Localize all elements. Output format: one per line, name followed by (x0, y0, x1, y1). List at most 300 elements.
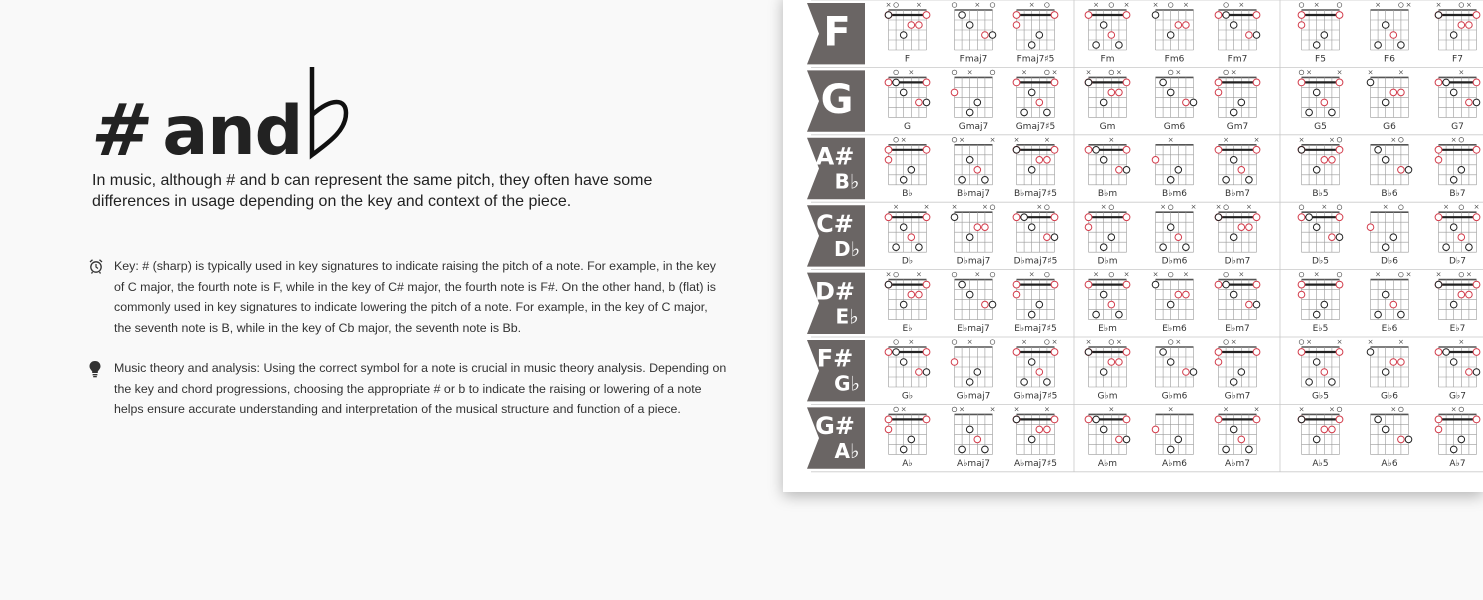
muted-string-mark: × (1435, 270, 1442, 279)
finger-dot (1044, 109, 1051, 116)
barre-root-dot (1298, 281, 1305, 288)
finger-dot (1223, 281, 1230, 288)
finger-dot (1215, 214, 1222, 221)
finger-dot (1167, 32, 1174, 39)
open-string-mark (1299, 340, 1304, 345)
barre-end-dot (1123, 79, 1130, 86)
key-sharp-name: C# (816, 209, 854, 238)
finger-dot (1021, 109, 1028, 116)
finger-dot (1013, 416, 1020, 423)
finger-dot (1466, 244, 1473, 251)
intro-paragraph: In music, although # and b can represent the same pitch, they often have some differences in usage depending on the key and context of the piece. (92, 172, 653, 210)
alarm-clock-icon (88, 256, 114, 339)
barre-end-dot (1473, 416, 1480, 423)
finger-dot (1450, 89, 1457, 96)
chord-name: D♭6 (1381, 256, 1398, 267)
muted-string-mark: × (966, 68, 973, 77)
key-tab (807, 407, 865, 468)
chord-name: G♭6 (1381, 391, 1398, 402)
muted-string-mark: × (1321, 203, 1328, 212)
muted-string-mark: × (908, 68, 915, 77)
finger-dot (900, 32, 907, 39)
finger-dot (982, 446, 989, 453)
finger-dot (1313, 436, 1320, 443)
muted-string-mark: × (1306, 338, 1313, 346)
barre-end-dot (923, 214, 930, 221)
barre-end-dot (1336, 214, 1343, 221)
finger-dot (1306, 214, 1313, 221)
barre-root-dot (1215, 281, 1222, 288)
finger-dot (1382, 99, 1389, 106)
open-string-mark (1224, 340, 1229, 345)
chord-name: Gmaj7 (958, 121, 989, 132)
chord-diagram (1013, 271, 1058, 334)
chord-diagram (1298, 136, 1343, 199)
finger-dot (1466, 291, 1473, 298)
muted-string-mark: × (1223, 135, 1230, 144)
finger-dot (1450, 177, 1457, 184)
chord-diagram (952, 136, 995, 199)
barre-end-dot (1123, 281, 1130, 288)
open-string-mark (1299, 205, 1304, 210)
finger-dot (1021, 214, 1028, 221)
muted-string-mark: × (1182, 270, 1189, 279)
finger-dot (1375, 416, 1382, 423)
finger-dot (1044, 379, 1051, 386)
chord-diagram (1435, 1, 1480, 64)
finger-dot (1036, 32, 1043, 39)
muted-string-mark: × (1115, 68, 1122, 77)
barre-end-dot (1051, 281, 1058, 288)
key-flat-name: G♭ (834, 371, 860, 396)
finger-dot (989, 301, 996, 308)
muted-string-mark: × (1230, 338, 1237, 346)
bullet-key (88, 256, 728, 339)
finger-dot (1100, 426, 1107, 433)
finger-dot (1116, 42, 1123, 49)
finger-dot (1028, 436, 1035, 443)
barre-end-dot (1051, 214, 1058, 221)
flat-symbol-icon (306, 65, 350, 166)
muted-string-mark: × (1093, 1, 1100, 9)
muted-string-mark: × (1390, 135, 1397, 144)
open-string-mark (1337, 407, 1342, 412)
finger-dot (1116, 89, 1123, 96)
muted-string-mark: × (1435, 1, 1442, 9)
chord-diagram (952, 271, 996, 334)
open-string-mark (894, 138, 899, 143)
chord-diagram (1435, 271, 1480, 334)
muted-string-mark: × (885, 1, 892, 9)
finger-dot (1329, 234, 1336, 241)
key-flat-name: E♭ (835, 304, 859, 329)
chord-name: B♭m6 (1162, 189, 1187, 200)
muted-string-mark: × (1238, 270, 1245, 279)
chord-name: Gm7 (1226, 121, 1249, 132)
finger-dot (1230, 426, 1237, 433)
finger-dot (1382, 244, 1389, 251)
finger-dot (1167, 446, 1174, 453)
barre-end-dot (1253, 79, 1260, 86)
muted-string-mark: × (908, 338, 915, 346)
chord-diagram (1085, 68, 1130, 131)
finger-dot (1160, 79, 1167, 86)
finger-dot (1253, 32, 1260, 39)
barre-root-dot (1298, 12, 1305, 19)
chord-diagram (1085, 338, 1130, 401)
open-string-mark (1224, 205, 1229, 210)
barre-root-dot (1435, 416, 1442, 423)
finger-dot (1238, 99, 1245, 106)
chord-diagram (885, 338, 930, 401)
finger-dot (1329, 157, 1336, 164)
chord-diagram (1013, 203, 1058, 266)
muted-string-mark: × (1123, 1, 1130, 9)
finger-dot (1116, 359, 1123, 366)
open-string-mark (1045, 3, 1050, 8)
barre-end-dot (1253, 281, 1260, 288)
finger-dot (1435, 12, 1442, 19)
chord-diagram (1156, 338, 1197, 401)
chord-name: E♭5 (1312, 324, 1329, 334)
barre-end-dot (1123, 416, 1130, 423)
barre-end-dot (1051, 416, 1058, 423)
open-string-mark (1459, 205, 1464, 210)
muted-string-mark: × (1465, 1, 1472, 9)
muted-string-mark: × (1473, 203, 1480, 212)
chord-diagram (1435, 136, 1480, 199)
chord-name: Fmaj7 (959, 54, 988, 65)
open-string-mark (894, 340, 899, 345)
key-name: F (823, 9, 851, 56)
open-string-mark (1109, 340, 1114, 345)
chord-diagram (1152, 271, 1193, 334)
finger-dot (900, 224, 907, 231)
muted-string-mark: × (1028, 1, 1035, 9)
muted-string-mark: × (974, 1, 981, 9)
finger-dot (966, 157, 973, 164)
chord-name: G5 (1314, 121, 1327, 132)
open-string-mark (1168, 205, 1173, 210)
barre-end-dot (1336, 349, 1343, 356)
chord-name: G♭5 (1312, 391, 1329, 402)
finger-dot (1321, 157, 1328, 164)
finger-dot (959, 12, 966, 19)
barre-end-dot (1253, 146, 1260, 153)
finger-dot (1230, 109, 1237, 116)
chord-diagram (1215, 203, 1260, 266)
chord-diagram (1371, 271, 1412, 334)
chord-diagram (1435, 68, 1480, 131)
finger-dot (1329, 379, 1336, 386)
barre-root-dot (1215, 146, 1222, 153)
muted-string-mark: × (1382, 203, 1389, 212)
chord-name: G♭m6 (1161, 391, 1188, 402)
finger-dot (1036, 99, 1043, 106)
muted-string-mark: × (900, 135, 907, 144)
finger-dot (1215, 89, 1222, 96)
page-title (87, 56, 350, 172)
open-string-mark (1399, 272, 1404, 277)
barre-root-dot (885, 146, 892, 153)
barre-end-dot (1253, 349, 1260, 356)
finger-dot (1085, 79, 1092, 86)
chord-name: G♭maj7♯5 (1013, 391, 1058, 402)
chord-name: B♭m (1097, 189, 1118, 200)
chord-diagram (1298, 68, 1343, 131)
muted-string-mark: × (1313, 270, 1320, 279)
finger-dot (1230, 22, 1237, 29)
open-string-mark (952, 272, 957, 277)
chord-diagram (952, 1, 996, 64)
barre-end-dot (1473, 12, 1480, 19)
barre-end-dot (1336, 281, 1343, 288)
key-sharp-name: G# (815, 412, 855, 441)
barre-end-dot (1123, 12, 1130, 19)
open-string-mark (1109, 3, 1114, 8)
open-string-mark (1168, 3, 1173, 8)
chord-diagram (1085, 136, 1130, 199)
finger-dot (1108, 234, 1115, 241)
muted-string-mark: × (1043, 135, 1050, 144)
finger-dot (1223, 12, 1230, 19)
chord-name: B♭m7 (1225, 189, 1250, 200)
chord-name: A♭m7 (1225, 458, 1250, 469)
muted-string-mark: × (1443, 203, 1450, 212)
finger-dot (1390, 301, 1397, 308)
finger-dot (1367, 349, 1374, 356)
finger-dot (1313, 224, 1320, 231)
muted-string-mark: × (1328, 405, 1335, 414)
chord-name: F5 (1315, 54, 1326, 65)
finger-dot (1051, 234, 1058, 241)
finger-dot (1167, 301, 1174, 308)
finger-dot (1085, 349, 1092, 356)
barre-end-dot (1051, 12, 1058, 19)
finger-dot (1321, 32, 1328, 39)
finger-dot (1306, 379, 1313, 386)
finger-dot (1450, 224, 1457, 231)
barre-end-dot (1473, 349, 1480, 356)
barre-end-dot (1051, 79, 1058, 86)
open-string-mark (990, 205, 995, 210)
muted-string-mark: × (1085, 68, 1092, 77)
finger-dot (1044, 157, 1051, 164)
barre-root-dot (1085, 214, 1092, 221)
muted-string-mark: × (1458, 338, 1465, 346)
finger-dot (1167, 177, 1174, 184)
barre-root-dot (1435, 79, 1442, 86)
finger-dot (1313, 89, 1320, 96)
key-flat-name: A♭ (834, 439, 860, 464)
muted-string-mark: × (1167, 135, 1174, 144)
finger-dot (893, 244, 900, 251)
open-string-mark (1337, 205, 1342, 210)
open-string-mark (1045, 70, 1050, 75)
finger-dot (1246, 224, 1253, 231)
finger-dot (1473, 99, 1480, 106)
finger-dot (1458, 436, 1465, 443)
finger-dot (1238, 224, 1245, 231)
chord-name: A♭maj7 (957, 458, 990, 469)
chord-name: Fmaj7♯5 (1016, 54, 1055, 65)
chord-diagram (1152, 405, 1193, 468)
muted-string-mark: × (1051, 338, 1058, 346)
finger-dot (1036, 301, 1043, 308)
muted-string-mark: × (1223, 405, 1230, 414)
chord-name: A♭maj7♯5 (1014, 458, 1057, 469)
muted-string-mark: × (1405, 270, 1412, 279)
chord-diagram (885, 136, 930, 199)
muted-string-mark: × (1245, 203, 1252, 212)
chord-chart-svg (783, 0, 1483, 492)
chord-name: B♭6 (1381, 189, 1398, 200)
muted-string-mark: × (1190, 203, 1197, 212)
finger-dot (974, 436, 981, 443)
chord-diagram (885, 1, 930, 64)
finger-dot (1298, 147, 1305, 154)
finger-dot (1190, 99, 1197, 106)
finger-dot (916, 244, 923, 251)
open-string-mark (894, 70, 899, 75)
finger-dot (1375, 147, 1382, 154)
chord-diagram (1298, 405, 1343, 468)
finger-dot (1321, 426, 1328, 433)
chord-name: F6 (1384, 54, 1395, 65)
finger-dot (1160, 244, 1167, 251)
key-tab (807, 340, 865, 401)
muted-string-mark: × (1175, 68, 1182, 77)
barre-end-dot (1473, 281, 1480, 288)
chord-name: Fm (1100, 54, 1115, 65)
finger-dot (1450, 359, 1457, 366)
finger-dot (1398, 167, 1405, 174)
finger-dot (1473, 369, 1480, 376)
open-string-mark (952, 70, 957, 75)
chord-name: G♭ (901, 391, 914, 402)
chord-diagram (1367, 338, 1408, 401)
open-string-mark (1224, 272, 1229, 277)
chord-diagram (1085, 1, 1130, 64)
chord-name: A♭6 (1381, 458, 1398, 469)
key-name: G (820, 77, 854, 124)
finger-dot (951, 359, 958, 366)
chord-diagram (1435, 203, 1480, 266)
finger-dot (982, 32, 989, 39)
muted-string-mark: × (1051, 68, 1058, 77)
bullet-theory-text: Music theory and analysis: Using the correct symbol for a note is crucial in music theory analysis. Depending on the key and chord progressions, choosing the appropriate # or b to indicate the raising or lowering of a note helps ensure accurate understanding and interpretation of the musical structure and function of a piece. (114, 361, 727, 417)
key-sharp-name: D# (814, 277, 856, 306)
open-string-mark (1399, 407, 1404, 412)
barre-end-dot (1336, 79, 1343, 86)
finger-dot (1398, 42, 1405, 49)
chord-name: D♭m7 (1224, 256, 1251, 267)
finger-dot (1390, 89, 1397, 96)
open-string-mark (1045, 205, 1050, 210)
finger-dot (1306, 109, 1313, 116)
chord-name: D♭maj7♯5 (1013, 256, 1058, 267)
finger-dot (1450, 32, 1457, 39)
muted-string-mark: × (974, 270, 981, 279)
finger-dot (1382, 291, 1389, 298)
finger-dot (1100, 291, 1107, 298)
title-sharp-symbol: # (87, 88, 157, 172)
barre-root-dot (885, 416, 892, 423)
chord-name: G♭7 (1449, 391, 1466, 402)
muted-string-mark: × (1021, 68, 1028, 77)
finger-dot (1298, 22, 1305, 29)
open-string-mark (1168, 272, 1173, 277)
finger-dot (1398, 436, 1405, 443)
finger-dot (923, 99, 930, 106)
muted-string-mark: × (1405, 1, 1412, 9)
finger-dot (966, 426, 973, 433)
chord-diagram (1215, 1, 1260, 64)
open-string-mark (952, 138, 957, 143)
open-string-mark (1399, 205, 1404, 210)
finger-dot (1116, 311, 1123, 318)
open-string-mark (1168, 340, 1173, 345)
open-string-mark (1337, 3, 1342, 8)
finger-dot (1175, 167, 1182, 174)
open-string-mark (1399, 138, 1404, 143)
chord-diagram (1367, 203, 1408, 266)
finger-dot (1175, 291, 1182, 298)
muted-string-mark: × (1450, 405, 1457, 414)
barre-end-dot (923, 281, 930, 288)
chord-name: D♭ (901, 256, 914, 267)
finger-dot (1458, 291, 1465, 298)
open-string-mark (1109, 205, 1114, 210)
chord-name: A♭5 (1312, 458, 1329, 469)
finger-dot (900, 359, 907, 366)
barre-end-dot (1253, 214, 1260, 221)
barre-end-dot (923, 12, 930, 19)
finger-dot (1093, 311, 1100, 318)
barre-end-dot (1473, 79, 1480, 86)
chord-diagram (952, 405, 995, 468)
chord-diagram (1013, 405, 1058, 468)
chord-name: E♭ (902, 324, 913, 334)
finger-dot (1398, 359, 1405, 366)
chord-name: Fm7 (1227, 54, 1248, 65)
finger-dot (1044, 234, 1051, 241)
finger-dot (1382, 426, 1389, 433)
barre-root-dot (1215, 79, 1222, 86)
chord-name: Gm (1099, 121, 1116, 132)
chord-diagram (1298, 271, 1343, 334)
muted-string-mark: × (1215, 203, 1222, 212)
chord-diagram (1435, 338, 1480, 401)
finger-dot (1313, 359, 1320, 366)
finger-dot (1405, 167, 1412, 174)
finger-dot (974, 224, 981, 231)
key-tab (807, 70, 865, 131)
finger-dot (1321, 369, 1328, 376)
chord-name: E♭7 (1449, 324, 1466, 334)
barre-root-dot (1013, 281, 1020, 288)
chord-name: G♭maj7 (956, 391, 991, 402)
key-flat-name: D♭ (833, 236, 861, 261)
finger-dot (1175, 234, 1182, 241)
barre-root-dot (1215, 12, 1222, 19)
barre-root-dot (1013, 214, 1020, 221)
open-string-mark (1459, 3, 1464, 8)
barre-root-dot (1435, 349, 1442, 356)
muted-string-mark: × (1182, 1, 1189, 9)
chord-diagram (1152, 1, 1193, 64)
key-tab (807, 138, 865, 199)
